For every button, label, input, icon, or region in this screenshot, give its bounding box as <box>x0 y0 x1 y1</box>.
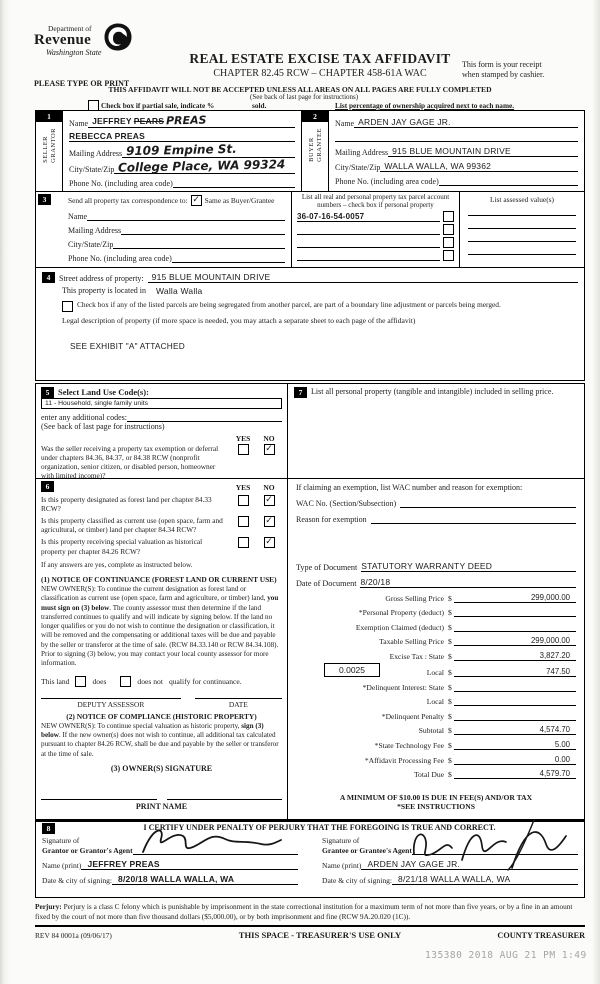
seller-box <box>36 111 302 191</box>
section-4-badge: 4 <box>42 272 55 283</box>
affidavit-processing-fee-field[interactable]: 0.00 <box>454 755 576 765</box>
personal-property-section <box>288 384 584 479</box>
section-3-badge: 3 <box>38 194 51 205</box>
street-address-label: Street address of property: <box>59 274 144 283</box>
grantee-signature-label: Signature of Grantee or Grantee's Agent <box>322 836 412 855</box>
buyer-city-field[interactable]: WALLA WALLA, WA 99362 <box>380 161 578 172</box>
parcel-field-3[interactable] <box>297 238 440 248</box>
certify-statement: I CERTIFY UNDER PENALTY OF PERJURY THAT THE FOREGOING IS TRUE AND CORRECT. <box>143 823 496 832</box>
deferral-yes-checkbox[interactable] <box>238 444 249 455</box>
property-address-section <box>35 268 585 381</box>
this-land-label: This land <box>41 676 70 686</box>
historic-question: Is this property receiving special valuation as historical property per chapter 84.26 RCW? <box>41 537 203 556</box>
forest-no-checkbox[interactable]: ✓ <box>265 495 273 505</box>
fin-row-gross: Gross Selling Price $ 299,000.00 <box>296 593 576 603</box>
corr-name-field[interactable] <box>87 211 285 221</box>
fin-row-tech-fee: *State Technology Fee $ 5.00 <box>296 740 576 750</box>
buyer-phone-field[interactable] <box>439 176 578 186</box>
revenue-swirl-icon <box>103 22 133 52</box>
historic-yes-checkbox[interactable] <box>238 537 249 548</box>
buyer-box <box>302 111 584 191</box>
grantor-print-label: Name (print) <box>42 861 82 870</box>
notice-compliance-title: (2) NOTICE OF COMPLIANCE (HISTORIC PROPERTY) <box>66 711 257 721</box>
fin-row-processing-fee: *Affidavit Processing Fee $ 0.00 <box>296 755 576 765</box>
corr-mailing-label: Mailing Address <box>68 226 122 235</box>
historic-no-checkbox[interactable]: ✓ <box>265 537 273 548</box>
corr-city-field[interactable] <box>113 239 285 249</box>
county-treasurer-label: COUNTY TREASURER <box>497 931 585 940</box>
notice-continuance-text: NEW OWNER(S): To continue the current designation as forest land or classification as current use (open space, farm and agriculture, or timber) land, you must sign on (3) below. The county assessor must then determine if the land transferred continues to qualify and will indicate by signing below. If the land no longer qualifies or you do not wish to continue the designation or classification, it will be removed and the compensating or additional taxes will be due and payable by the seller or transferor at the time of sale. (RCW 84.33.140 or RCW 84.34.108). Prior to signing (3) below, you may contact your local county assessor for more information. <box>41 584 279 668</box>
excise-tax-state-field[interactable]: 3,827.20 <box>454 651 576 661</box>
personal-property-deduct-field[interactable] <box>454 607 576 617</box>
buyer-name2-field[interactable] <box>335 132 578 142</box>
wac-number-label: WAC No. (Section/Subsection) <box>296 499 397 508</box>
seller-side-label: SELLER GRANTOR <box>41 128 57 163</box>
fin-row-delinq-penalty: *Delinquent Penalty $ <box>296 711 576 721</box>
section-5-badge: 5 <box>41 387 54 398</box>
grantor-signature-label: Signature of Grantor or Grantor's Agent <box>42 836 133 855</box>
does-qualify-checkbox[interactable] <box>75 676 86 687</box>
deferral-no-checkbox[interactable]: ✓ <box>265 444 273 454</box>
buyer-city-label: City/State/Zip <box>335 163 381 172</box>
minimum-fee-note: A MINIMUM OF $10.00 IS DUE IN FEE(S) AND/OR TAX <box>339 793 533 803</box>
fin-row-exemption-deduct: Exemption Claimed (deduct) $ <box>296 622 576 632</box>
legal-description-label: Legal description of property (if more space is needed, you may attach a separate sheet to each page of the affidavit) <box>62 316 416 325</box>
current-use-question: Is this property classified as current use (open space, farm and agricultural, or timber) land per chapter 84.34 RCW? <box>41 516 223 535</box>
does-label: does <box>92 676 107 686</box>
grantor-certification <box>42 836 298 885</box>
buyer-mailing-field[interactable]: 915 BLUE MOUNTAIN DRIVE <box>388 146 578 157</box>
located-in-label: This property is located in <box>62 286 146 295</box>
deputy-assessor-signature-line[interactable]: DEPUTY ASSESSOR <box>41 698 181 709</box>
assessed-field-4[interactable] <box>468 245 576 255</box>
print-name-label: PRINT NAME <box>135 801 188 811</box>
ownership-note: List percentage of ownership acquired next to each name. <box>335 101 515 110</box>
doc-date-label: Date of Document <box>296 579 357 588</box>
total-due-field[interactable]: 4,579.70 <box>454 769 576 779</box>
box6-yes-no-header: YES NO <box>235 483 275 492</box>
fin-row-delinq-int-state: *Delinquent Interest: State $ <box>296 682 576 692</box>
current-use-yes-checkbox[interactable] <box>238 516 249 527</box>
receipt-note: This form is your receipt when stamped by cashier. <box>462 60 545 80</box>
acceptance-warning: THIS AFFIDAVIT WILL NOT BE ACCEPTED UNLESS ALL AREAS ON ALL PAGES ARE FULLY COMPLETED <box>108 85 492 94</box>
delinquent-interest-state-field[interactable] <box>454 682 576 692</box>
send-correspondence-label: Send all property tax correspondence to: <box>68 196 188 205</box>
parcel-personal-checkbox-4[interactable] <box>443 250 454 261</box>
grantor-signature-area[interactable] <box>133 836 298 855</box>
section-2-badge: 2 <box>302 111 328 122</box>
personal-property-label: List all personal property (tangible and intangible) included in selling price. <box>311 387 554 396</box>
delinquent-penalty-field[interactable] <box>454 711 576 721</box>
assessor-date-line[interactable]: DATE <box>195 698 282 709</box>
form-title: REAL ESTATE EXCISE TAX AFFIDAVIT <box>189 51 451 66</box>
seller-phone-label: Phone No. (including area code) <box>69 179 173 188</box>
corr-city-label: City/State/Zip <box>68 240 114 249</box>
grantee-print-label: Name (print) <box>322 861 362 870</box>
classification-section <box>36 479 287 840</box>
owners-signature-title: (3) OWNER(S) SIGNATURE <box>110 763 213 773</box>
scan-edge-right <box>592 0 600 984</box>
corr-name-label: Name <box>68 212 88 221</box>
parcel-field-2[interactable] <box>297 225 440 235</box>
grantee-date-field[interactable]: 8/21/18 WALLA WALLA, WA <box>392 874 578 885</box>
segregated-checkbox[interactable] <box>62 301 73 312</box>
footer-row <box>35 930 585 940</box>
grantor-signature-scribble <box>133 824 283 858</box>
perjury-notice: Perjury: Perjury is a class C felony which is punishable by imprisonment in the state correctional institution for a maximum term of not more than five years, or by a fine in an amount fixed by the court of not more than five thousand dollars ($5,000.00), or by both imprisonment and fine (RCW 9A.20.020 (1C)). <box>35 902 585 927</box>
see-instructions-note: *SEE INSTRUCTIONS <box>397 802 475 812</box>
exemption-reason-field[interactable] <box>371 514 576 524</box>
seller-name2-field[interactable]: REBECCA PREAS <box>69 131 295 142</box>
forest-land-question: Is this property designated as forest land per chapter 84.33 RCW? <box>41 495 212 514</box>
grantor-date-field[interactable]: 8/20/18 WALLA WALLA, WA <box>112 874 298 885</box>
seller-mailing-field[interactable]: 9109 Empine St. <box>122 143 295 158</box>
land-use-title: Select Land Use Code(s): <box>58 387 149 397</box>
forest-yes-checkbox[interactable] <box>238 495 249 506</box>
buyer-name-label: Name <box>335 119 355 128</box>
does-not-label: does not <box>137 676 163 686</box>
section-6-badge: 6 <box>41 481 54 492</box>
financial-table <box>296 593 576 780</box>
subtotal-field[interactable]: 4,574.70 <box>454 725 576 735</box>
gross-selling-price-field[interactable]: 299,000.00 <box>454 593 576 603</box>
segregated-label: Check box if any of the listed parcels are being segregated from another parcel, are part of a boundary line adjustment or parcels being merged. <box>77 300 501 309</box>
corr-phone-field[interactable] <box>172 253 285 263</box>
exemption-reason-label: Reason for exemption <box>296 515 367 524</box>
land-use-code-select[interactable]: 11 - Household, single family units <box>41 398 282 409</box>
legal-description-value[interactable]: SEE EXHIBIT "A" ATTACHED <box>70 341 185 351</box>
fin-row-subtotal: Subtotal $ 4,574.70 <box>296 725 576 735</box>
street-address-field[interactable]: 915 BLUE MOUNTAIN DRIVE <box>148 272 578 283</box>
exemption-claimed-field[interactable] <box>454 622 576 632</box>
seller-city-field[interactable]: College Place, WA 99324 <box>114 159 295 174</box>
parties-section <box>35 110 585 192</box>
section-8-badge: 8 <box>42 823 55 834</box>
see-back-instructions: (See back of last page for instructions) <box>41 422 165 431</box>
state-technology-fee-field[interactable]: 5.00 <box>454 740 576 750</box>
parcel-personal-checkbox-2[interactable] <box>443 224 454 235</box>
owner-signature-line-2[interactable] <box>167 787 283 800</box>
parcel-personal-checkbox-1[interactable] <box>443 211 454 222</box>
wac-number-field[interactable] <box>400 498 576 508</box>
assessed-field-3[interactable] <box>468 232 576 242</box>
does-not-qualify-checkbox[interactable] <box>120 676 131 687</box>
grantor-print-field[interactable]: JEFFREY PREAS <box>81 859 298 870</box>
fin-row-taxable: Taxable Selling Price $ 299,000.00 <box>296 636 576 646</box>
section-7-badge: 7 <box>294 387 307 398</box>
notice-continuance-title: (1) NOTICE OF CONTINUANCE (FOREST LAND OR CURRENT USE) <box>41 574 277 584</box>
fin-row-delinq-int-local: Local $ <box>296 696 576 706</box>
qualify-label: qualify for continuance. <box>168 676 242 686</box>
deferral-question: Was the seller receiving a property tax exemption or deferral under chapters 84.36, 84.37, or 84.38 RCW (nonprofit organization, senior citizen, or disabled person, homeowner with limited income)? <box>41 444 219 481</box>
grantee-signature-area[interactable] <box>412 836 578 855</box>
taxable-selling-price-field[interactable]: 299,000.00 <box>454 636 576 646</box>
same-as-buyer-checkbox[interactable]: ✓ <box>192 195 200 205</box>
treasurer-space-label: THIS SPACE - TREASURER'S USE ONLY <box>238 930 402 940</box>
certification-section <box>35 820 585 898</box>
fin-row-total-due: Total Due $ 4,579.70 <box>296 769 576 779</box>
sold-label: sold. <box>252 101 267 110</box>
buyer-side-label: BUYER GRANTEE <box>307 128 323 162</box>
current-use-no-checkbox[interactable]: ✓ <box>265 516 273 527</box>
corr-phone-label: Phone No. (including area code) <box>68 254 172 263</box>
seller-city-label: City/State/Zip <box>69 165 115 174</box>
if-yes-note: If any answers are yes, complete as instructed below. <box>41 560 193 569</box>
logo-dept-text: Department of <box>48 24 92 33</box>
parcel-field-4[interactable] <box>297 251 440 261</box>
land-use-section <box>36 384 287 479</box>
grantee-signature-scribble <box>408 818 568 870</box>
partial-sale-label: Check box if partial sale, indicate % <box>101 101 215 110</box>
located-in-value[interactable]: Walla Walla <box>155 285 203 296</box>
logo-revenue-text: Revenue <box>34 32 92 48</box>
assessed-field-2[interactable] <box>468 219 576 229</box>
rev-number: REV 84 0001a (09/06/17) <box>35 931 112 940</box>
buyer-name-field[interactable]: ARDEN JAY GAGE JR. <box>354 117 578 128</box>
section-1-badge: 1 <box>36 111 62 122</box>
delinquent-interest-local-field[interactable] <box>454 696 576 706</box>
additional-codes-field[interactable] <box>127 412 282 422</box>
exemption-intro: If claiming an exemption, list WAC number and reason for exemption: <box>296 483 523 492</box>
excise-tax-local-field[interactable]: 747.50 <box>454 667 576 677</box>
seller-name-field[interactable]: JEFFREY PEARS PREAS <box>88 114 295 128</box>
doc-type-label: Type of Document <box>296 563 358 572</box>
grantee-certification <box>322 836 578 885</box>
fin-row-excise-state: Excise Tax : State $ 3,827.20 <box>296 651 576 661</box>
local-rate-box[interactable]: 0.0025 <box>324 663 380 677</box>
logo-state-text: Washington State <box>46 48 102 57</box>
buyer-phone-label: Phone No. (including area code) <box>335 177 439 186</box>
notice-compliance-text: NEW OWNER(S): To continue special valuation as historic property, sign (3) below. If the new owner(s) does not wish to continue, all additional tax calculated pursuant to chapter 84.26 RCW, shall be due and payable by the seller or transferor at the time of sale. <box>41 721 279 758</box>
middle-section <box>35 383 585 820</box>
scan-edge-left <box>0 0 10 984</box>
parcel-personal-checkbox-3[interactable] <box>443 237 454 248</box>
assessed-values-header: List assessed value(s) <box>489 195 555 204</box>
assessed-field-1[interactable] <box>468 206 576 216</box>
see-back-note: (See back of last page for instructions) <box>250 93 359 101</box>
grantee-date-label: Date & city of signing: <box>322 876 393 885</box>
corr-mailing-field[interactable] <box>121 225 285 235</box>
tax-correspondence-section <box>35 192 585 268</box>
form-subtitle: CHAPTER 82.45 RCW – CHAPTER 458-61A WAC <box>213 68 427 79</box>
grantee-print-field[interactable]: ARDEN JAY GAGE JR. <box>361 859 578 870</box>
please-type-note: PLEASE TYPE OR PRINT <box>34 79 130 88</box>
buyer-mailing-label: Mailing Address <box>335 148 389 157</box>
parcel-field-1[interactable]: 36-07-16-54-0057 <box>297 212 440 222</box>
owner-signature-line-1[interactable] <box>41 787 157 800</box>
grantor-date-label: Date & city of signing: <box>42 876 113 885</box>
seller-name-label: Name <box>69 119 89 128</box>
seller-phone-field[interactable] <box>173 178 295 188</box>
treasurer-timestamp-stamp: 135380 2018 AUG 21 PM 1:49 <box>425 950 587 961</box>
fin-row-excise-local: 0.0025 Local $ 747.50 <box>296 667 576 677</box>
same-as-buyer-label: Same as Buyer/Grantee <box>204 196 275 205</box>
seller-mailing-label: Mailing Address <box>69 149 123 158</box>
doc-type-field[interactable]: STATUTORY WARRANTY DEED <box>361 561 576 572</box>
box5-yes-no-header: YES NO <box>235 434 275 443</box>
additional-codes-label: enter any additional codes: <box>41 413 127 422</box>
fin-row-personal-deduct: *Personal Property (deduct) $ <box>296 607 576 617</box>
parcel-numbers-header: List all real and personal property tax parcel account numbers – check box if personal property <box>301 193 450 210</box>
doc-date-field[interactable]: 8/20/18 <box>360 577 576 588</box>
